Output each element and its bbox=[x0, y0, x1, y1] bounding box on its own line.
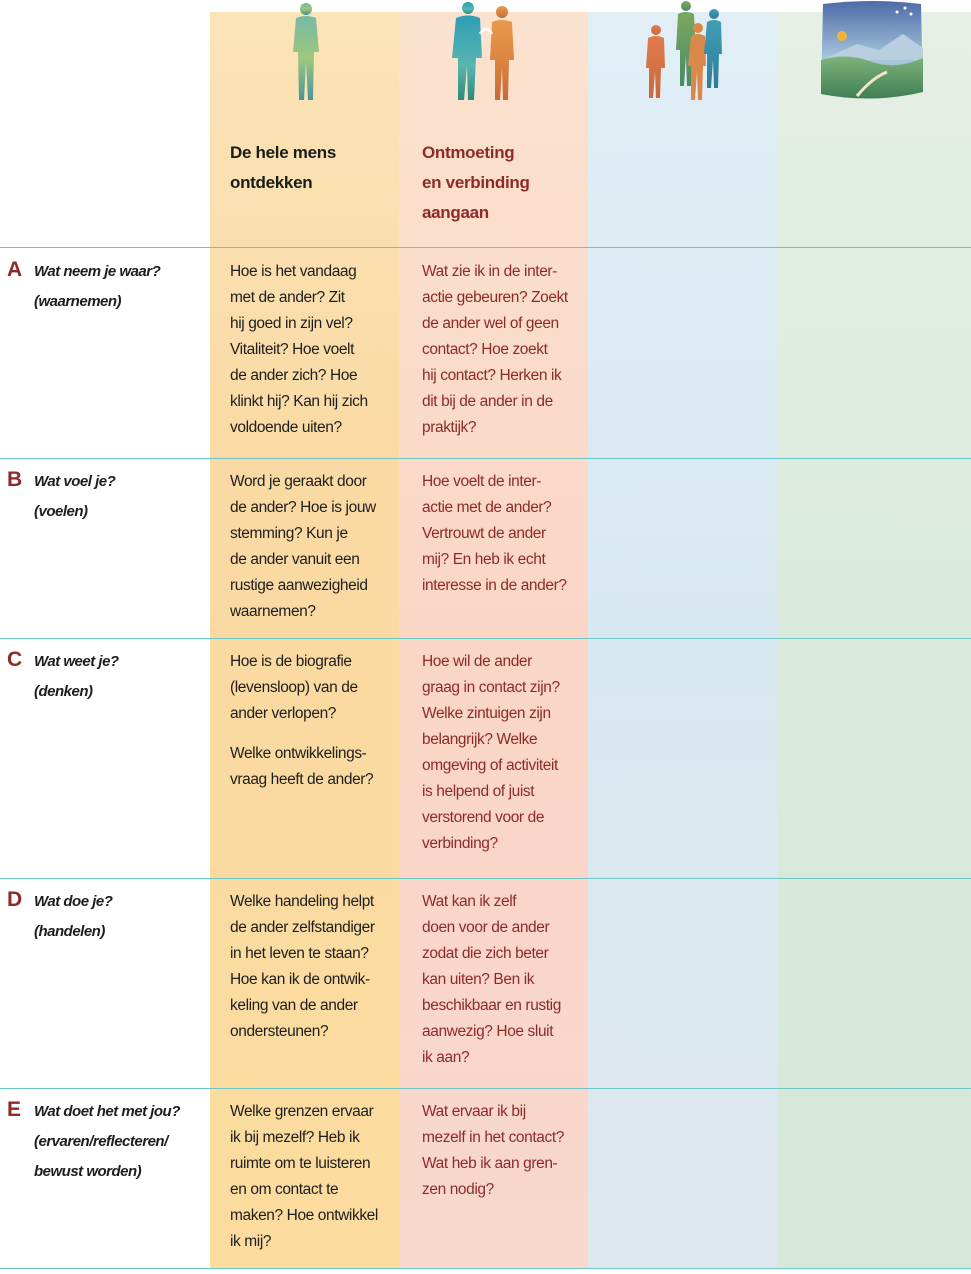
row-divider bbox=[0, 638, 971, 639]
column-1-background bbox=[210, 12, 399, 1268]
row-d-col2-text: Wat kan ik zelf doen voor de ander zodat die zich beter kan uiten? Ben ik beschikbaar en rustig aanwezig? Hoe sluit ik aan? bbox=[422, 893, 561, 1066]
two-people-meeting-illustration bbox=[440, 0, 528, 104]
row-e-col1-text: Welke grenzen ervaar ik bij mezelf? Heb ik ruimte om te luisteren en om contact te maken? Hoe ontwikkel ik mij? bbox=[230, 1103, 378, 1250]
column-2-heading: Ontmoeting en verbinding aangaan bbox=[422, 143, 530, 222]
landscape-illustration bbox=[817, 0, 927, 104]
row-letter-c: C bbox=[7, 648, 23, 671]
row-divider bbox=[0, 878, 971, 879]
row-b-col2-text: Hoe voelt de inter- actie met de ander? Vertrouwt de ander mij? En heb ik echt interesse in de ander? bbox=[422, 473, 567, 594]
row-b-col1-text: Word je geraakt door de ander? Hoe is jouw stemming? Kun je de ander vanuit een rustige aanwezigheid waarnemen? bbox=[230, 473, 376, 620]
column-4-background bbox=[777, 12, 971, 1268]
row-letter-d: D bbox=[7, 888, 23, 911]
row-divider bbox=[0, 458, 971, 459]
row-c-col1-text: Hoe is de biografie (levensloop) van de ander verlopen? Welke ontwikkelings- vraag heeft de ander? bbox=[230, 653, 374, 788]
row-divider bbox=[0, 1088, 971, 1089]
row-e-col2-text: Wat ervaar ik bij mezelf in het contact? Wat heb ik aan gren- zen nodig? bbox=[422, 1103, 564, 1198]
row-label-a: Wat neem je waar? (waarnemen) bbox=[34, 263, 161, 310]
column-1-heading: De hele mens ontdekken bbox=[230, 143, 337, 192]
row-label-b: Wat voel je? (voelen) bbox=[34, 473, 116, 520]
row-label-e: Wat doet het met jou? (ervaren/reflecteren/ bewust worden) bbox=[34, 1103, 180, 1180]
single-person-illustration bbox=[284, 0, 328, 104]
row-divider bbox=[0, 1268, 971, 1269]
row-label-c: Wat weet je? (denken) bbox=[34, 653, 119, 700]
row-letter-e: E bbox=[7, 1098, 22, 1121]
row-divider bbox=[0, 247, 971, 248]
row-d-col1-text: Welke handeling helpt de ander zelfstandiger in het leven te staan? Hoe kan ik de ontwik- keling van de ander ondersteunen? bbox=[230, 893, 375, 1040]
row-a-col1-text: Hoe is het vandaag met de ander? Zit hij goed in zijn vel? Vitaliteit? Hoe voelt de ander zich? Hoe klinkt hij? Kan hij zich voldoende uiten? bbox=[230, 263, 368, 436]
row-a-col2-text: Wat zie ik in de inter- actie gebeuren? Zoekt de ander wel of geen contact? Hoe zoekt hij contact? Herken ik dit bij de ander in de praktijk? bbox=[422, 263, 568, 436]
group-walking-illustration bbox=[638, 0, 728, 104]
row-label-d: Wat doe je? (handelen) bbox=[34, 893, 113, 940]
row-letter-b: B bbox=[7, 468, 23, 491]
row-c-col2-text: Hoe wil de ander graag in contact zijn? Welke zintuigen zijn belangrijk? Welke omgeving of activiteit is helpend of juist verstorend voor de verbinding? bbox=[422, 653, 560, 852]
column-3-background bbox=[588, 12, 777, 1268]
row-letter-a: A bbox=[7, 258, 23, 281]
